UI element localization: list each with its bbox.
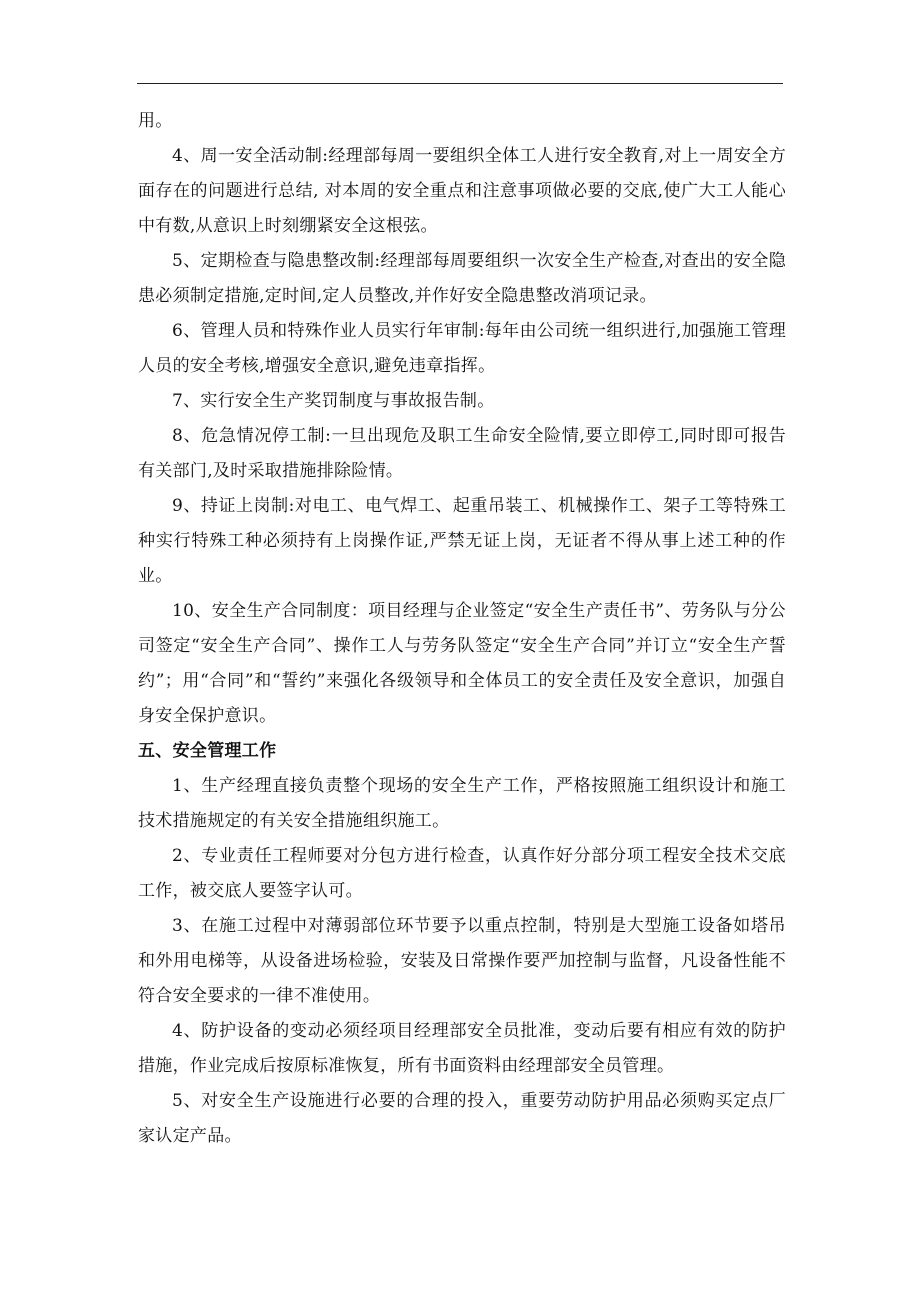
paragraph-reward-penalty: 7、实行安全生产奖罚制度与事故报告制。 [172, 391, 495, 411]
paragraph-production-manager: 1、生产经理直接负责整个现场的安全生产工作，严格按照施工组织设计和施工技术措施规定的有关安全措施组织施工。 [138, 776, 786, 831]
paragraph-key-control: 3、在施工过程中对薄弱部位环节要予以重点控制，特别是大型施工设备如塔吊和外用电梯等，从设备进场检验，安装及日常操作要严加控制与监督，凡设备性能不符合安全要求的一律不准使用。 [138, 916, 786, 1006]
paragraph-engineer-inspection: 2、专业责任工程师要对分包方进行检查，认真作好分部分项工程安全技术交底工作，被交底人要签字认可。 [138, 846, 786, 901]
paragraph-continuation: 用。 [138, 111, 173, 131]
paragraph-weekly-safety: 4、周一安全活动制:经理部每周一要组织全体工人进行安全教育,对上一周安全方面存在的问题进行总结, 对本周的安全重点和注意事项做必要的交底,使广大工人能心中有数,从意识上时刻绷紧安全这根弦。 [138, 146, 786, 236]
paragraph-periodic-inspection: 5、定期检查与隐患整改制:经理部每周要组织一次安全生产检查,对查出的安全隐患必须制定措施,定时间,定人员整改,并作好安全隐患整改消项记录。 [138, 251, 786, 306]
section-heading: 五、安全管理工作 [138, 741, 277, 761]
document-body [138, 104, 786, 1154]
paragraph-annual-review: 6、管理人员和特殊作业人员实行年审制:每年由公司统一组织进行,加强施工管理人员的安全考核,增强安全意识,避免违章指挥。 [138, 321, 786, 376]
paragraph-investment: 5、对安全生产设施进行必要的合理的投入，重要劳动防护用品必须购买定点厂家认定产品。 [138, 1091, 786, 1146]
paragraph-safety-contract: 10、安全生产合同制度：项目经理与企业签定“安全生产责任书”、劳务队与分公司签定“安全生产合同”、操作工人与劳务队签定“安全生产合同”并订立“安全生产誓约”；用“合同”和“誓约”来强化各级领导和全体员工的安全责任及安全意识，加强自身安全保护意识。 [138, 601, 786, 726]
paragraph-protection-equipment: 4、防护设备的变动必须经项目经理部安全员批准，变动后要有相应有效的防护措施，作业完成后按原标准恢复，所有书面资料由经理部安全员管理。 [138, 1021, 786, 1076]
paragraph-emergency-stop: 8、危急情况停工制:一旦出现危及职工生命安全险情,要立即停工,同时即可报告有关部门,及时采取措施排除险情。 [138, 426, 786, 481]
paragraph-certification: 9、持证上岗制:对电工、电气焊工、起重吊装工、机械操作工、架子工等特殊工种实行特殊工种必须持有上岗操作证,严禁无证上岗，无证者不得从事上述工种的作业。 [138, 496, 786, 586]
header-rule [137, 83, 783, 84]
